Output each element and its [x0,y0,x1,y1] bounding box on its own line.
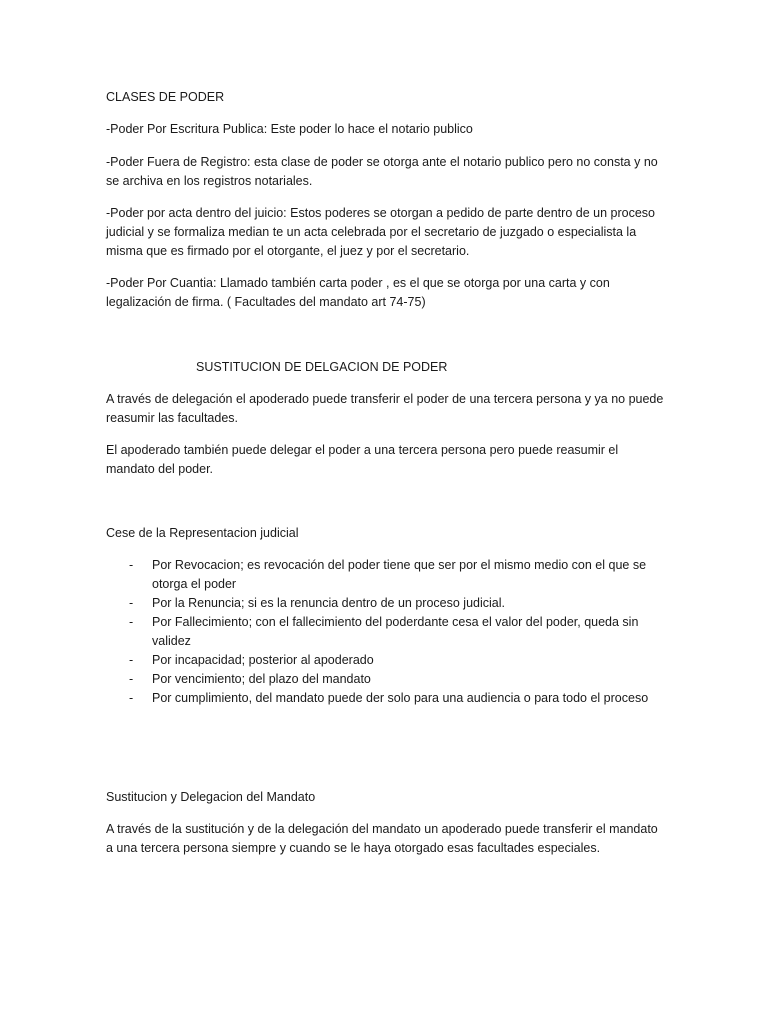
heading-sustitucion-delegacion-poder: SUSTITUCION DE DELGACION DE PODER [196,360,448,374]
list-item [106,613,666,651]
list-bullet: - [129,615,134,629]
heading-clases-de-poder: CLASES DE PODER [106,90,225,104]
paragraph-por-cuantia: -Poder Por Cuantia: Llamado también carta poder , es el que se otorga por una carta y con legalización de firma. ( Facultades del mandato art 74-75) [106,276,610,309]
list-item-text: Por incapacidad; posterior al apoderado [152,653,374,667]
list-item-text: Por Fallecimiento; con el fallecimiento del poderdante cesa el valor del poder, queda sin validez [152,615,639,648]
paragraph-sustitucion-mandato: A través de la sustitución y de la delegación del mandato un apoderado puede transferir el mandato a una tercera persona siempre y cuando se le haya otorgado esas facultades especiales. [106,822,658,855]
list-item [106,556,666,594]
heading-sustitucion-delegacion-mandato: Sustitucion y Delegacion del Mandato [106,790,316,804]
list-item-text: Por Revocacion; es revocación del poder tiene que ser por el mismo medio con el que se otorga el poder [152,558,647,591]
list-item [106,689,666,708]
list-item-text: Por la Renuncia; si es la renuncia dentro de un proceso judicial. [152,596,505,610]
cese-list [106,556,666,708]
list-bullet: - [129,558,134,572]
list-bullet: - [129,653,134,667]
list-bullet: - [129,596,134,610]
paragraph-acta-dentro-juicio: -Poder por acta dentro del juicio: Estos poderes se otorgan a pedido de parte dentro de un proceso judicial y se formaliza median te un acta celebrada por el secretario de juzgado o especialista la misma que es firmado por el otorgante, el juez y por el secretario. [106,206,655,258]
list-bullet: - [129,672,134,686]
list-item-text: Por vencimiento; del plazo del mandato [152,672,371,686]
list-item-text: Por cumplimiento, del mandato puede der solo para una audiencia o para todo el proceso [152,691,649,705]
list-item [106,651,666,670]
list-item [106,594,666,613]
paragraph-apoderado-delegar: El apoderado también puede delegar el poder a una tercera persona pero puede reasumir el mandato del poder. [106,443,619,476]
paragraph-delegacion: A través de delegación el apoderado puede transferir el poder de una tercera persona y ya no puede reasumir las facultades. [106,392,664,425]
list-bullet: - [129,691,134,705]
heading-cese-representacion: Cese de la Representacion judicial [106,526,299,540]
paragraph-escritura-publica: -Poder Por Escritura Publica: Este poder lo hace el notario publico [106,122,473,136]
paragraph-fuera-de-registro: -Poder Fuera de Registro: esta clase de poder se otorga ante el notario publico pero no consta y no se archiva en los registros notariales. [106,155,658,188]
list-item [106,670,666,689]
